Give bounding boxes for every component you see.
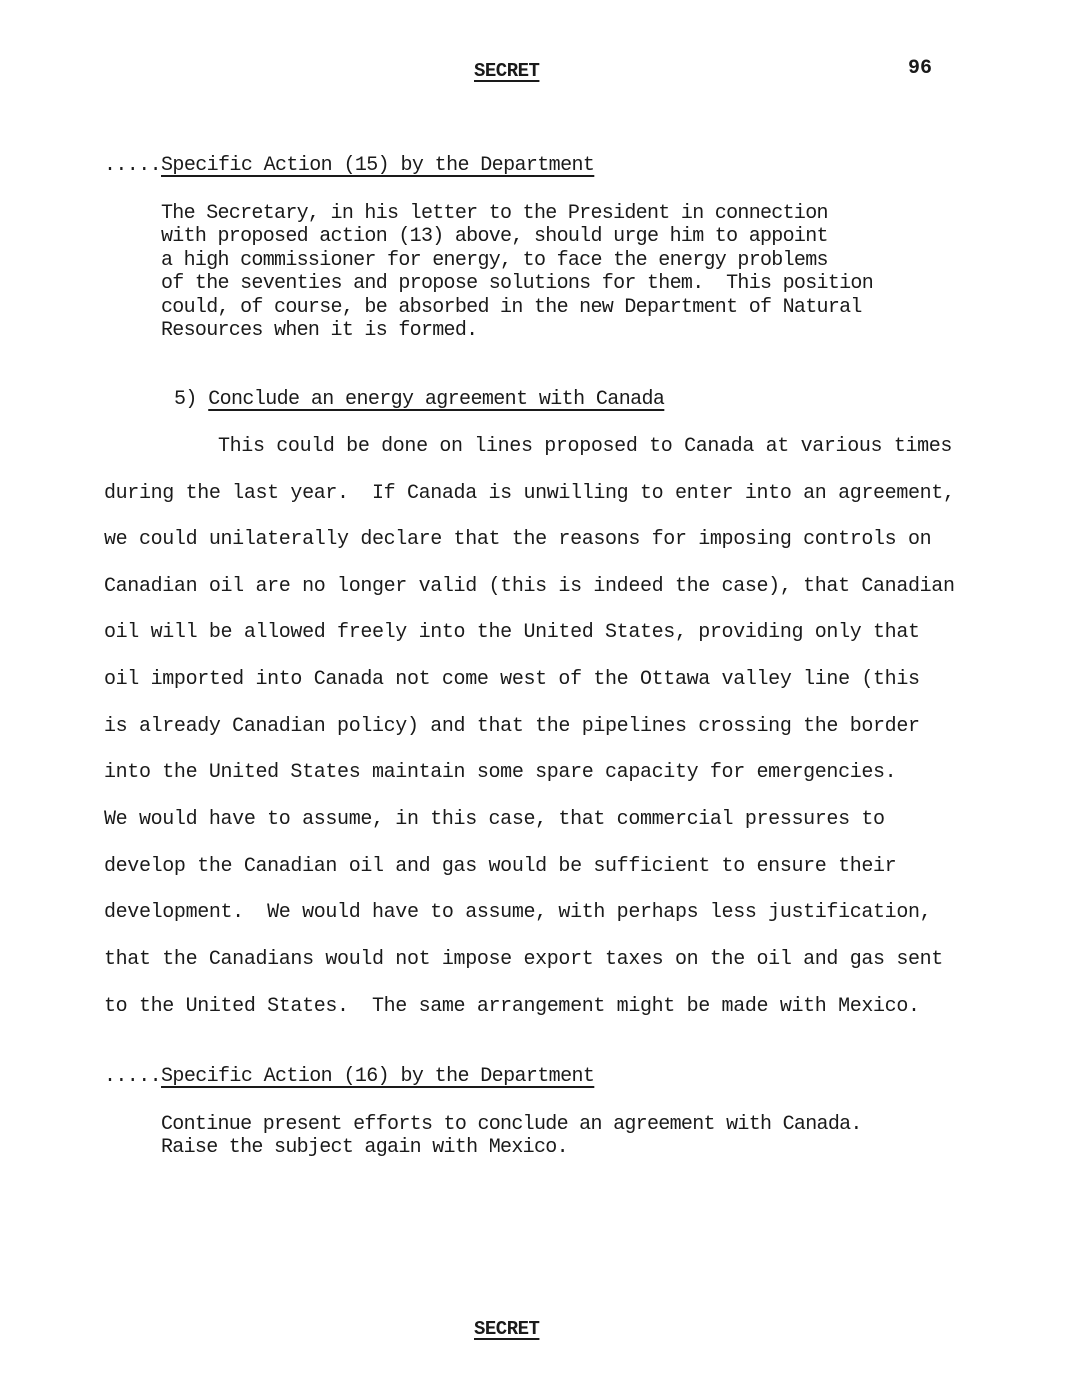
footer-classification: SECRET <box>474 1318 540 1340</box>
section-5-line: Canadian oil are no longer valid (this is indeed the case), that Canadian <box>104 575 955 598</box>
page-number: 96 <box>908 57 933 80</box>
action-16-leader: ..... <box>104 1065 162 1088</box>
section-5-line: is already Canadian policy) and that the pipelines crossing the border <box>104 715 920 738</box>
section-5-line: This could be done on lines proposed to Canada at various times <box>218 435 953 458</box>
section-5-line: oil imported into Canada not come west of the Ottawa valley line (this <box>104 668 920 691</box>
action-16-heading <box>104 1065 594 1088</box>
section-5-line: oil will be allowed freely into the United States, providing only that <box>104 621 920 644</box>
header-classification: SECRET <box>474 60 540 82</box>
action-15-heading-text: Specific Action (15) by the Department <box>161 154 595 177</box>
action-15-line: could, of course, be absorbed in the new Department of Natural <box>161 296 862 319</box>
action-15-heading <box>104 154 594 177</box>
section-5-line: development. We would have to assume, with perhaps less justification, <box>104 901 932 924</box>
section-5-number: 5) <box>174 388 197 411</box>
action-15-line: a high commissioner for energy, to face the energy problems <box>161 249 828 272</box>
section-5-line: we could unilaterally declare that the reasons for imposing controls on <box>104 528 932 551</box>
action-15-line: Resources when it is formed. <box>161 319 478 342</box>
action-16-line: Continue present efforts to conclude an agreement with Canada. <box>161 1113 862 1136</box>
section-5-line: into the United States maintain some spare capacity for emergencies. <box>104 761 897 784</box>
action-15-line: with proposed action (13) above, should urge him to appoint <box>161 225 828 248</box>
action-15-leader: ..... <box>104 154 162 177</box>
section-5-line: during the last year. If Canada is unwilling to enter into an agreement, <box>104 482 955 505</box>
action-16-heading-text: Specific Action (16) by the Department <box>161 1065 595 1088</box>
section-5-title: Conclude an energy agreement with Canada <box>208 388 665 411</box>
action-15-line: of the seventies and propose solutions for them. This position <box>161 272 874 295</box>
section-5-line: We would have to assume, in this case, that commercial pressures to <box>104 808 885 831</box>
section-5-line: to the United States. The same arrangement might be made with Mexico. <box>104 995 920 1018</box>
section-5-line: develop the Canadian oil and gas would be sufficient to ensure their <box>104 855 897 878</box>
section-5-heading <box>174 388 664 411</box>
action-16-line: Raise the subject again with Mexico. <box>161 1136 568 1159</box>
section-5-line: that the Canadians would not impose export taxes on the oil and gas sent <box>104 948 943 971</box>
action-15-line: The Secretary, in his letter to the President in connection <box>161 202 828 225</box>
